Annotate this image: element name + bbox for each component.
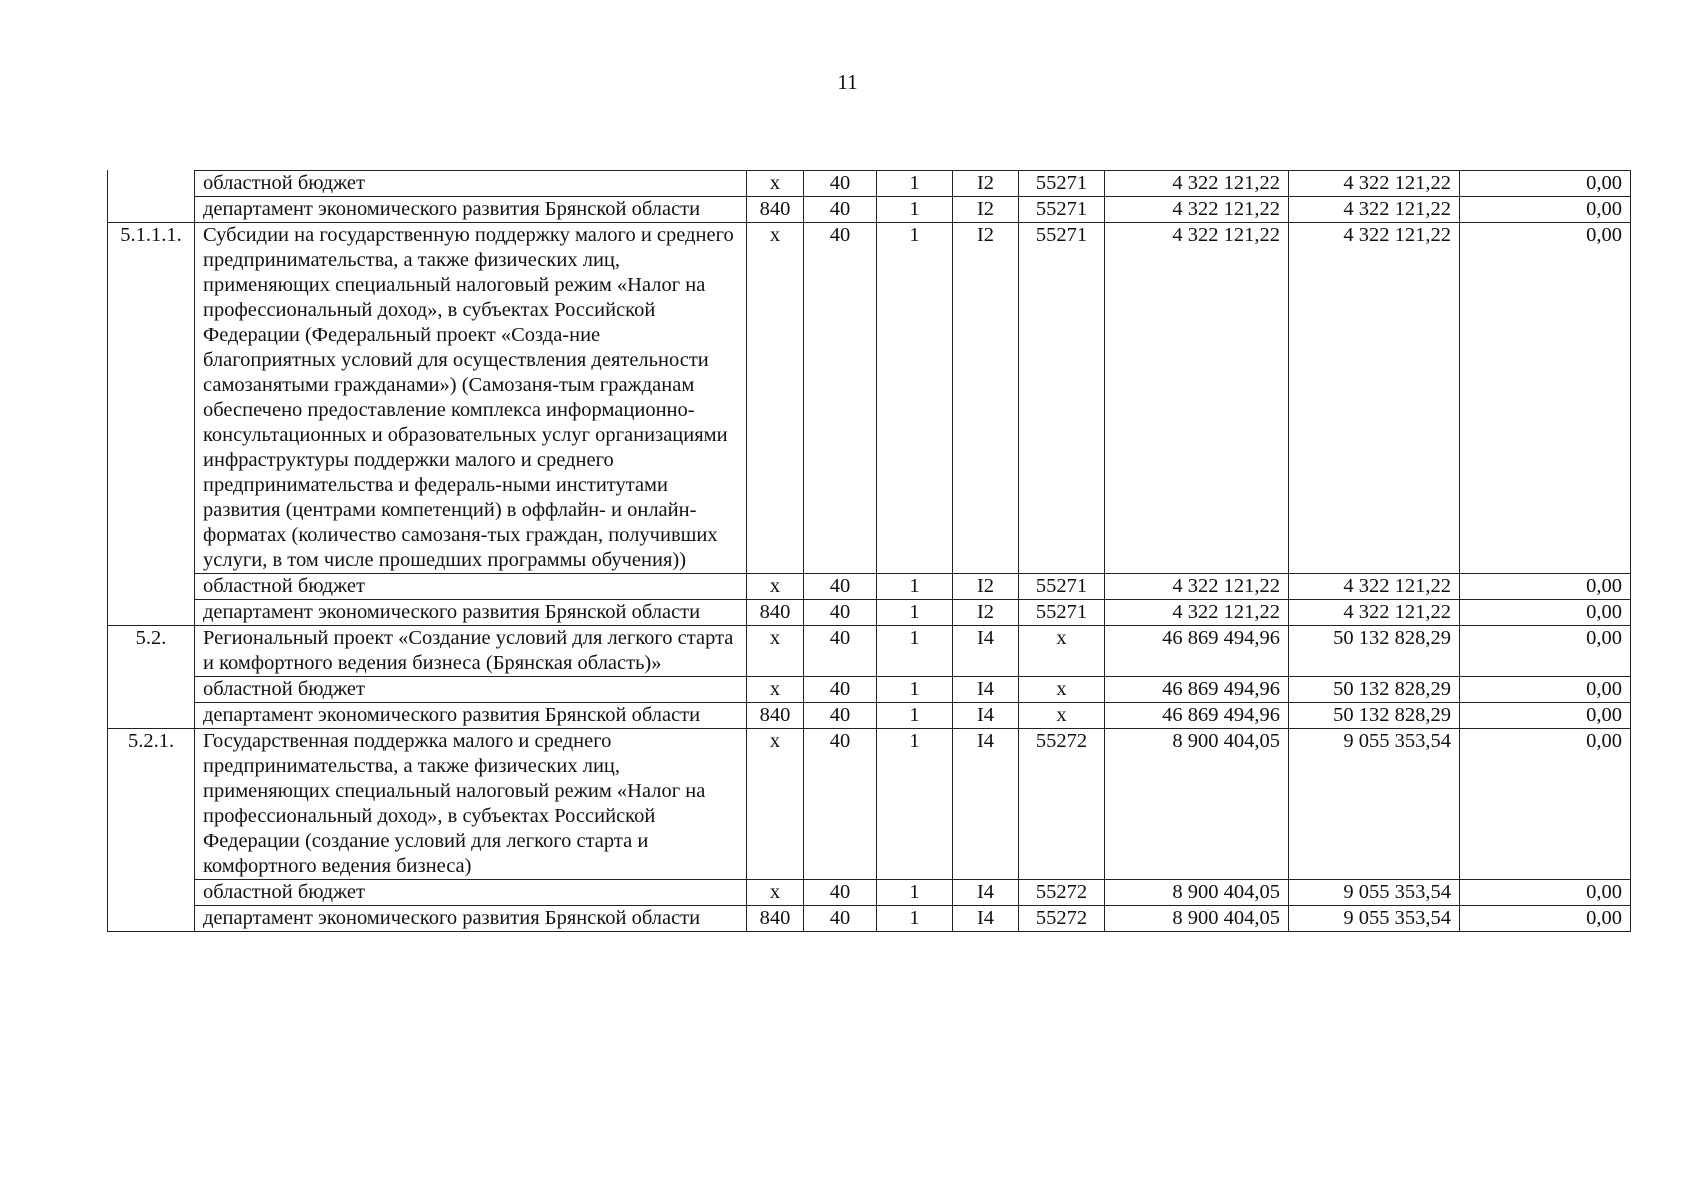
expense-code-cell: 55271 bbox=[1019, 223, 1105, 574]
row-number-cell: 5.2.1. bbox=[108, 729, 195, 880]
row-name-cell: областной бюджет bbox=[195, 171, 747, 197]
grbs-code-cell: 840 bbox=[747, 906, 804, 932]
row-name-cell: департамент экономического развития Брянской области bbox=[195, 197, 747, 223]
expense-code-cell: 55271 bbox=[1019, 574, 1105, 600]
subsection-code-cell: 1 bbox=[877, 880, 953, 906]
grbs-code-cell: х bbox=[747, 171, 804, 197]
amount-year-1-cell: 4 322 121,22 bbox=[1105, 600, 1289, 626]
expense-code-cell: 55272 bbox=[1019, 906, 1105, 932]
amount-year-1-cell: 8 900 404,05 bbox=[1105, 880, 1289, 906]
row-name-cell: департамент экономического развития Брянской области bbox=[195, 906, 747, 932]
row-number-cell bbox=[108, 574, 195, 600]
subsection-code-cell: 1 bbox=[877, 906, 953, 932]
amount-year-2-cell: 4 322 121,22 bbox=[1289, 600, 1460, 626]
table-row bbox=[108, 626, 1631, 677]
amount-year-1-cell: 4 322 121,22 bbox=[1105, 223, 1289, 574]
project-code-cell: I4 bbox=[953, 677, 1019, 703]
table-row bbox=[108, 677, 1631, 703]
amount-year-3-cell: 0,00 bbox=[1460, 574, 1631, 600]
amount-year-3-cell: 0,00 bbox=[1460, 626, 1631, 677]
amount-year-3-cell: 0,00 bbox=[1460, 197, 1631, 223]
amount-year-2-cell: 50 132 828,29 bbox=[1289, 703, 1460, 729]
table-row bbox=[108, 574, 1631, 600]
row-number-cell bbox=[108, 703, 195, 729]
amount-year-1-cell: 46 869 494,96 bbox=[1105, 703, 1289, 729]
amount-year-2-cell: 50 132 828,29 bbox=[1289, 626, 1460, 677]
amount-year-1-cell: 8 900 404,05 bbox=[1105, 729, 1289, 880]
amount-year-3-cell: 0,00 bbox=[1460, 600, 1631, 626]
subsection-code-cell: 1 bbox=[877, 626, 953, 677]
row-number-cell bbox=[108, 677, 195, 703]
row-name-cell: областной бюджет bbox=[195, 880, 747, 906]
project-code-cell: I4 bbox=[953, 703, 1019, 729]
row-number-cell: 5.2. bbox=[108, 626, 195, 677]
row-number-cell bbox=[108, 171, 195, 197]
expense-code-cell: 55272 bbox=[1019, 880, 1105, 906]
subsection-code-cell: 1 bbox=[877, 677, 953, 703]
subsection-code-cell: 1 bbox=[877, 703, 953, 729]
subsection-code-cell: 1 bbox=[877, 600, 953, 626]
grbs-code-cell: х bbox=[747, 729, 804, 880]
page-number: 11 bbox=[837, 70, 858, 94]
subsection-code-cell: 1 bbox=[877, 729, 953, 880]
expense-code-cell: х bbox=[1019, 626, 1105, 677]
grbs-code-cell: х bbox=[747, 223, 804, 574]
amount-year-3-cell: 0,00 bbox=[1460, 223, 1631, 574]
section-code-cell: 40 bbox=[804, 880, 877, 906]
section-code-cell: 40 bbox=[804, 677, 877, 703]
grbs-code-cell: 840 bbox=[747, 197, 804, 223]
expense-code-cell: х bbox=[1019, 677, 1105, 703]
expense-code-cell: х bbox=[1019, 703, 1105, 729]
subsection-code-cell: 1 bbox=[877, 171, 953, 197]
grbs-code-cell: х bbox=[747, 880, 804, 906]
row-name-cell: Региональный проект «Создание условий для легкого старта и комфортного ведения бизнеса (Брянская область)» bbox=[195, 626, 747, 677]
project-code-cell: I2 bbox=[953, 171, 1019, 197]
section-code-cell: 40 bbox=[804, 171, 877, 197]
section-code-cell: 40 bbox=[804, 574, 877, 600]
amount-year-2-cell: 50 132 828,29 bbox=[1289, 677, 1460, 703]
amount-year-1-cell: 46 869 494,96 bbox=[1105, 626, 1289, 677]
project-code-cell: I4 bbox=[953, 729, 1019, 880]
grbs-code-cell: 840 bbox=[747, 703, 804, 729]
amount-year-2-cell: 9 055 353,54 bbox=[1289, 880, 1460, 906]
project-code-cell: I4 bbox=[953, 880, 1019, 906]
table-row bbox=[108, 171, 1631, 197]
subsection-code-cell: 1 bbox=[877, 197, 953, 223]
grbs-code-cell: х bbox=[747, 626, 804, 677]
subsection-code-cell: 1 bbox=[877, 223, 953, 574]
project-code-cell: I2 bbox=[953, 197, 1019, 223]
row-number-cell bbox=[108, 600, 195, 626]
row-name-cell: областной бюджет bbox=[195, 574, 747, 600]
row-name-cell: департамент экономического развития Брянской области bbox=[195, 600, 747, 626]
budget-table bbox=[107, 170, 1631, 932]
row-number-cell bbox=[108, 906, 195, 932]
project-code-cell: I2 bbox=[953, 223, 1019, 574]
amount-year-2-cell: 4 322 121,22 bbox=[1289, 574, 1460, 600]
amount-year-3-cell: 0,00 bbox=[1460, 171, 1631, 197]
row-name-cell: областной бюджет bbox=[195, 677, 747, 703]
amount-year-1-cell: 8 900 404,05 bbox=[1105, 906, 1289, 932]
section-code-cell: 40 bbox=[804, 197, 877, 223]
amount-year-1-cell: 4 322 121,22 bbox=[1105, 197, 1289, 223]
row-name-cell: Субсидии на государственную поддержку малого и среднего предпринимательства, а также физических лиц, применяющих специальный налоговый режим «Налог на профессиональный доход», в субъектах Российской Федерации (Федеральный проект «Созда-ние благоприятных условий для осуществления деятельности самозанятыми гражданами») (Самозаня-тым гражданам обеспечено предоставление комплекса информационно-консультационных и образовательных услуг организациями инфраструктуры поддержки малого и среднего предпринимательства и федераль-ными институтами развития (центрами компетенций) в оффлайн- и онлайн-форматах (количество самозаня-тых граждан, получивших услуги, в том числе прошедших программы обучения)) bbox=[195, 223, 747, 574]
section-code-cell: 40 bbox=[804, 703, 877, 729]
amount-year-1-cell: 4 322 121,22 bbox=[1105, 574, 1289, 600]
expense-code-cell: 55271 bbox=[1019, 171, 1105, 197]
project-code-cell: I4 bbox=[953, 906, 1019, 932]
amount-year-1-cell: 4 322 121,22 bbox=[1105, 171, 1289, 197]
row-number-cell bbox=[108, 197, 195, 223]
amount-year-3-cell: 0,00 bbox=[1460, 906, 1631, 932]
row-number-cell: 5.1.1.1. bbox=[108, 223, 195, 574]
section-code-cell: 40 bbox=[804, 600, 877, 626]
row-number-cell bbox=[108, 880, 195, 906]
table-row bbox=[108, 197, 1631, 223]
subsection-code-cell: 1 bbox=[877, 574, 953, 600]
section-code-cell: 40 bbox=[804, 626, 877, 677]
table-row bbox=[108, 223, 1631, 574]
amount-year-2-cell: 4 322 121,22 bbox=[1289, 197, 1460, 223]
amount-year-2-cell: 9 055 353,54 bbox=[1289, 729, 1460, 880]
project-code-cell: I2 bbox=[953, 574, 1019, 600]
amount-year-2-cell: 4 322 121,22 bbox=[1289, 223, 1460, 574]
amount-year-3-cell: 0,00 bbox=[1460, 880, 1631, 906]
table-row bbox=[108, 906, 1631, 932]
grbs-code-cell: х bbox=[747, 574, 804, 600]
amount-year-3-cell: 0,00 bbox=[1460, 729, 1631, 880]
section-code-cell: 40 bbox=[804, 223, 877, 574]
grbs-code-cell: х bbox=[747, 677, 804, 703]
amount-year-3-cell: 0,00 bbox=[1460, 677, 1631, 703]
table-row bbox=[108, 600, 1631, 626]
expense-code-cell: 55271 bbox=[1019, 197, 1105, 223]
budget-table-body bbox=[108, 171, 1631, 932]
expense-code-cell: 55271 bbox=[1019, 600, 1105, 626]
section-code-cell: 40 bbox=[804, 729, 877, 880]
amount-year-2-cell: 9 055 353,54 bbox=[1289, 906, 1460, 932]
row-name-cell: Государственная поддержка малого и среднего предпринимательства, а также физических лиц, применяющих специальный налоговый режим «Налог на профессиональный доход», в субъектах Российской Федерации (создание условий для легкого старта и комфортного ведения бизнеса) bbox=[195, 729, 747, 880]
project-code-cell: I2 bbox=[953, 600, 1019, 626]
table-row bbox=[108, 880, 1631, 906]
amount-year-3-cell: 0,00 bbox=[1460, 703, 1631, 729]
expense-code-cell: 55272 bbox=[1019, 729, 1105, 880]
table-row bbox=[108, 729, 1631, 880]
amount-year-1-cell: 46 869 494,96 bbox=[1105, 677, 1289, 703]
table-row bbox=[108, 703, 1631, 729]
project-code-cell: I4 bbox=[953, 626, 1019, 677]
row-name-cell: департамент экономического развития Брянской области bbox=[195, 703, 747, 729]
section-code-cell: 40 bbox=[804, 906, 877, 932]
grbs-code-cell: 840 bbox=[747, 600, 804, 626]
amount-year-2-cell: 4 322 121,22 bbox=[1289, 171, 1460, 197]
